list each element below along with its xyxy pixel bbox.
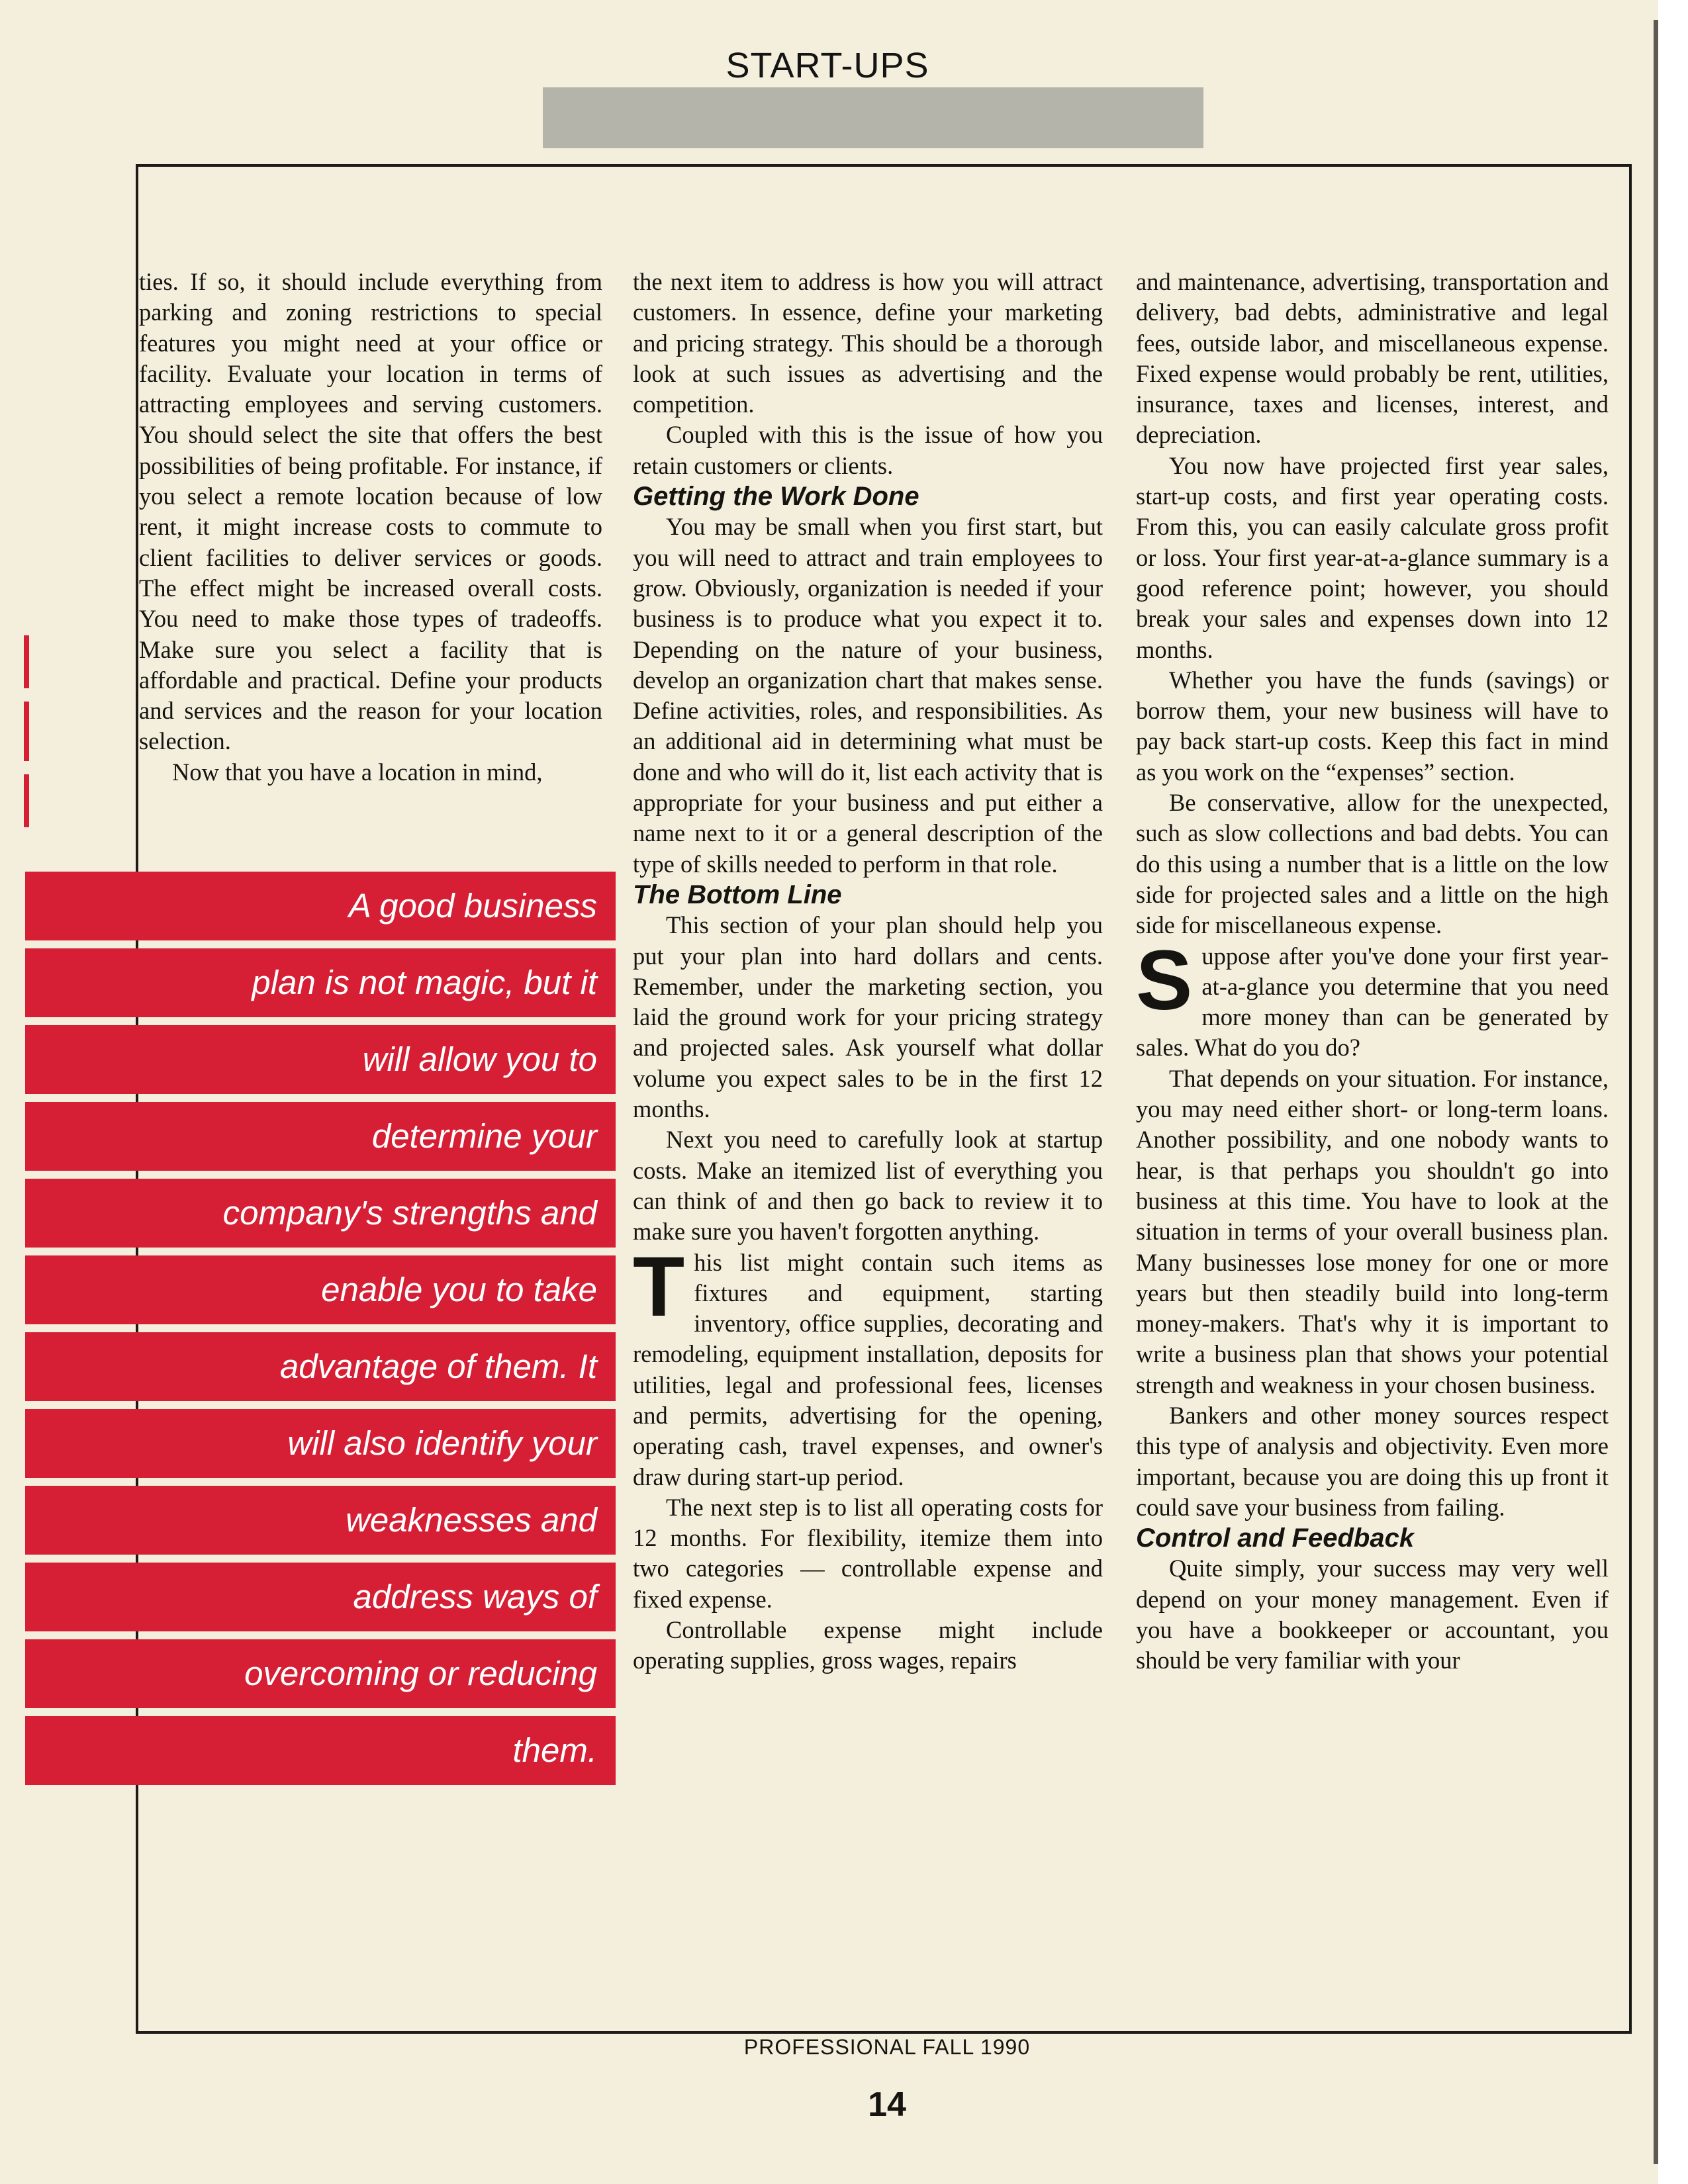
dropcap-t: T: [633, 1239, 685, 1334]
header-band: [543, 87, 1203, 148]
subheading-work: Getting the Work Done: [633, 482, 919, 512]
section-title: START-UPS: [726, 46, 929, 85]
paragraph: Bankers and other money sources respect this type of analysis and objectivity. Even more important, because you are doing this up front it could save your business from failing.: [1136, 1401, 1609, 1521]
margin-mark: [24, 774, 29, 827]
pull-quote-line: advantage of them. It: [25, 1332, 616, 1401]
pull-quote-line: overcoming or reducing: [25, 1639, 616, 1708]
pull-quote-line: address ways of: [25, 1563, 616, 1631]
dropcap-paragraph: [1136, 933, 1609, 1064]
publication-footer: PROFESSIONAL FALL 1990: [743, 2035, 1031, 2059]
pull-quote-line: weaknesses and: [25, 1486, 616, 1555]
paragraph: This section of your plan should help you put your plan into hard dollars and cents. Remember, under the marketing section, you laid the ground work for your pricing strategy and projected sales. Ask yourself what dollar volume you expect sales to be in the first 12 months.: [633, 911, 1103, 1123]
paragraph: The next step is to list all operating costs for 12 months. For flexibility, itemize them into two categories — controllable expense and fixed expense.: [633, 1493, 1103, 1613]
paragraph: Coupled with this is the issue of how you retain customers or clients.: [633, 421, 1103, 479]
pull-quote-line: plan is not magic, but it: [25, 948, 616, 1017]
paragraph: Be conservative, allow for the unexpected, such as slow collections and bad debts. You can do this using a number that is a little on the low side for projected sales and a little on the high side for miscellaneous expense.: [1136, 789, 1609, 939]
scan-margin: [1658, 0, 1688, 2184]
pull-quote-line: company's strengths and: [25, 1179, 616, 1248]
paragraph-text: uppose after you've done your first year-at-a-glance you determine that you need more money than can be generated by sales. What do you do?: [1136, 942, 1609, 1062]
column-1: [139, 267, 602, 788]
paragraph: Next you need to carefully look at startup costs. Make an itemized list of everything you can think of and then go back to review it to make sure you haven't forgotten anything.: [633, 1126, 1103, 1246]
paragraph: Controllable expense might include operating supplies, gross wages, repairs: [633, 1616, 1103, 1674]
paragraph: and maintenance, advertising, transportation and delivery, bad debts, administrative and legal fees, outside labor, and miscellaneous expense. Fixed expense would probably be rent, utilities, insurance, taxes and licenses, interest, and depreciation.: [1136, 268, 1609, 449]
margin-mark: [24, 702, 29, 761]
column-3: [1136, 267, 1609, 1676]
page-number: 14: [868, 2085, 906, 2124]
pull-quote-line: enable you to take: [25, 1255, 616, 1324]
paragraph: Now that you have a location in mind,: [172, 758, 543, 786]
dropcap-s: S: [1136, 933, 1193, 1028]
subheading-bottom-line: The Bottom Line: [633, 880, 842, 909]
column-2: [633, 267, 1103, 1676]
paragraph: You now have projected first year sales, start-up costs, and first year operating costs. From this, you can easily calculate gross profit or loss. Your first year-at-a-glance summary is a good reference point; however, you should break your sales and expenses down into 12 months.: [1136, 451, 1609, 663]
pull-quote-line: determine your: [25, 1102, 616, 1171]
paragraph: That depends on your situation. For instance, you may need either short- or long-term loans. Another possibility, and one nobody wants to hear, is that perhaps you shouldn't go into business at this time. You have to look at the situation in terms of your overall business plan. Many businesses lose money for one or more years but then steadily build into long-term money-makers. That's why it is important to write a business plan that shows your potential strength and weakness in your chosen business.: [1136, 1064, 1609, 1398]
paragraph: Quite simply, your success may very well depend on your money management. Even if you have a bookkeeper or accountant, you should be very familiar with your: [1136, 1555, 1609, 1674]
paragraph-text: his list might contain such items as fixtures and equipment, starting inventory, office supplies, decorating and remodeling, equipment installation, deposits for utilities, legal and professional fees, licenses and permits, advertising for the opening, operating cash, travel expenses, and owner's draw during start-up period.: [633, 1248, 1103, 1490]
margin-mark: [24, 635, 29, 688]
dropcap-paragraph: [633, 1239, 1103, 1492]
paragraph: You may be small when you first start, but you will need to attract and train employees to grow. Obviously, organization is needed if your business is to produce what you expect it to. Depending on the nature of your business, develop an organization chart that makes sense. Define activities, roles, and responsibilities. As an additional aid in determining what must be done and who will do it, list each activity that is appropriate for your business and put either a name next to it or a general description of the type of skills needed to perform in that role.: [633, 513, 1103, 878]
subheading-control: Control and Feedback: [1136, 1524, 1415, 1553]
paragraph: Whether you have the funds (savings) or borrow them, your new business will have to pay back start-up costs. Keep this fact in mind as you work on the “expenses” section.: [1136, 666, 1609, 786]
pull-quote-line: them.: [25, 1716, 616, 1785]
pull-quote-line: will allow you to: [25, 1025, 616, 1094]
pull-quote-line: will also identify your: [25, 1409, 616, 1478]
paragraph: ties. If so, it should include everything from parking and zoning restrictions to special features you might need at your office or facility. Evaluate your location in terms of attracting employees and serving customers. You should select the site that offers the best possibilities of being profitable. For instance, if you select a remote location because of low rent, it might increase costs to commute to client facilities to deliver services or goods. The effect might be increased overall costs. You need to make those types of tradeoffs. Make sure you select a facility that is affordable and practical. Define your products and services and the reason for your location selection.: [139, 268, 602, 755]
paragraph: the next item to address is how you will attract customers. In essence, define your marketing and pricing strategy. This should be a thorough look at such issues as advertising and the competition.: [633, 268, 1103, 418]
pull-quote-line: A good business: [25, 872, 616, 940]
